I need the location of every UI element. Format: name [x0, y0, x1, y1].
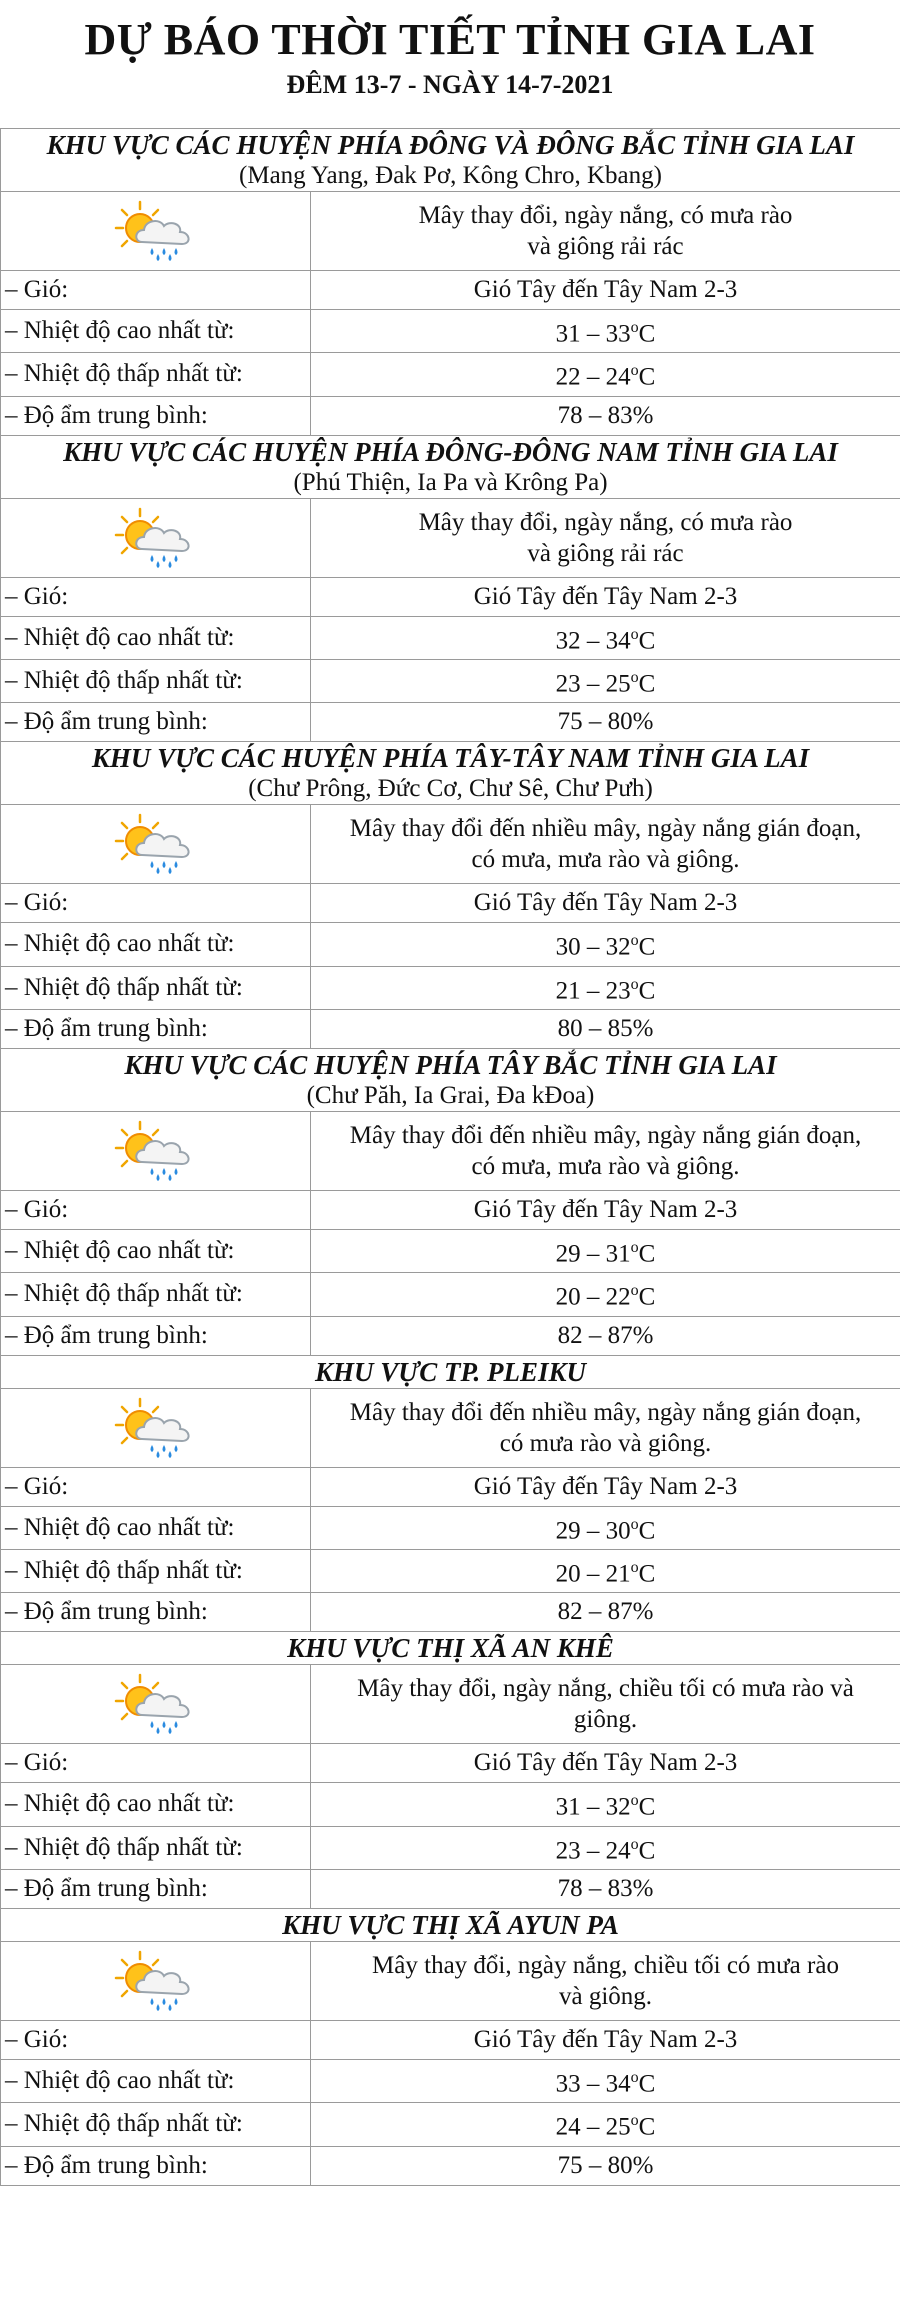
min-temp-row — [1, 1273, 900, 1316]
max-temp-row — [1, 923, 900, 966]
min-temp-range: 21 – 23 — [555, 976, 631, 1004]
max-temp-row — [1, 1506, 900, 1549]
degree-mark: o — [630, 1515, 639, 1533]
max-temp-label: – Nhiệt độ cao nhất từ: — [1, 310, 311, 353]
max-temp-row — [1, 616, 900, 659]
min-temp-range: 20 – 21 — [555, 1560, 631, 1588]
max-temp-row — [1, 2059, 900, 2102]
condition-line-1: Mây thay đổi, ngày nắng, có mưa rào — [418, 508, 793, 536]
max-temp-row — [1, 310, 900, 353]
humidity-label: – Độ ẩm trung bình: — [1, 1593, 311, 1632]
condition-line-2: giông. — [573, 1706, 638, 1734]
min-temp-label: – Nhiệt độ thấp nhất từ: — [1, 353, 311, 396]
min-temp-range: 20 – 22 — [555, 1283, 631, 1311]
temp-unit: C — [638, 320, 656, 348]
condition-line-2: có mưa, mưa rào và giông. — [471, 846, 740, 874]
humidity-row — [1, 1316, 900, 1355]
condition-line-2: và giông. — [558, 1982, 653, 2010]
degree-mark: o — [630, 2068, 639, 2086]
humidity-row — [1, 1009, 900, 1048]
humidity-row — [1, 1593, 900, 1632]
region-districts: (Chư Păh, Ia Grai, Đa kĐoa) — [306, 1081, 595, 1109]
condition-description — [311, 805, 900, 884]
humidity-value: 75 – 80% — [311, 703, 900, 742]
wind-label: – Gió: — [1, 271, 311, 310]
condition-description — [311, 1111, 900, 1190]
humidity-label: – Độ ẩm trung bình: — [1, 1009, 311, 1048]
max-temp-label: – Nhiệt độ cao nhất từ: — [1, 923, 311, 966]
max-temp-row — [1, 1229, 900, 1272]
max-temp-label: – Nhiệt độ cao nhất từ: — [1, 1783, 311, 1826]
condition-description — [311, 192, 900, 271]
temp-unit: C — [638, 670, 656, 698]
condition-line-1: Mây thay đổi đến nhiều mây, ngày nắng gián đoạn, — [349, 815, 862, 843]
min-temp-range: 24 – 25 — [555, 2113, 631, 2141]
min-temp-row — [1, 1826, 900, 1869]
weather-icon-cell — [1, 192, 311, 271]
wind-row — [1, 1744, 900, 1783]
degree-mark: o — [630, 625, 639, 643]
condition-line-1: Mây thay đổi, ngày nắng, có mưa rào — [418, 202, 793, 229]
region-districts: (Phú Thiện, Ia Pa và Krông Pa) — [293, 468, 608, 496]
temp-unit: C — [638, 1836, 656, 1864]
temp-unit: C — [638, 1560, 656, 1588]
max-temp-label: – Nhiệt độ cao nhất từ: — [1, 616, 311, 659]
condition-line-1: Mây thay đổi, ngày nắng, chiều tối có mưa rào và — [357, 1675, 854, 1703]
region-header-row — [1, 1355, 900, 1388]
region-name: KHU VỰC THỊ XÃ AN KHÊ — [287, 1633, 614, 1664]
max-temp-row — [1, 1783, 900, 1826]
condition-row — [1, 1665, 900, 1744]
region-header — [1, 129, 900, 192]
region-header-row — [1, 1632, 900, 1665]
region-header-row — [1, 129, 900, 192]
min-temp-value — [311, 966, 900, 1009]
temp-unit: C — [638, 363, 656, 391]
condition-line-2: có mưa rào và giông. — [499, 1429, 712, 1457]
temp-unit: C — [638, 1240, 656, 1268]
humidity-label: – Độ ẩm trung bình: — [1, 1869, 311, 1908]
wind-value: Gió Tây đến Tây Nam 2-3 — [311, 1190, 900, 1229]
max-temp-range: 32 – 34 — [555, 626, 631, 654]
degree-mark: o — [630, 975, 639, 993]
degree-mark: o — [630, 1282, 639, 1300]
condition-description — [311, 1665, 900, 1744]
wind-label: – Gió: — [1, 1190, 311, 1229]
region-header — [1, 1632, 900, 1665]
region-name: KHU VỰC THỊ XÃ AYUN PA — [282, 1909, 619, 1940]
humidity-label: – Độ ẩm trung bình: — [1, 396, 311, 435]
forecast-table — [0, 128, 900, 2186]
sun-behind-rain-cloud-icon — [114, 200, 198, 262]
condition-description — [311, 498, 900, 577]
degree-mark: o — [630, 362, 639, 380]
condition-row — [1, 1111, 900, 1190]
humidity-row — [1, 2146, 900, 2185]
wind-row — [1, 1190, 900, 1229]
max-temp-label: – Nhiệt độ cao nhất từ: — [1, 1229, 311, 1272]
humidity-label: – Độ ẩm trung bình: — [1, 2146, 311, 2185]
humidity-label: – Độ ẩm trung bình: — [1, 1316, 311, 1355]
wind-label: – Gió: — [1, 2020, 311, 2059]
condition-row — [1, 498, 900, 577]
region-header — [1, 1355, 900, 1388]
degree-mark: o — [630, 1792, 639, 1810]
condition-row — [1, 1388, 900, 1467]
sun-behind-rain-cloud-icon — [114, 1950, 198, 2012]
weather-icon-cell — [1, 1665, 311, 1744]
sun-behind-rain-cloud-icon — [114, 1397, 198, 1459]
region-header — [1, 1908, 900, 1941]
min-temp-row — [1, 2103, 900, 2146]
temp-unit: C — [638, 2113, 656, 2141]
max-temp-range: 31 – 32 — [555, 1793, 631, 1821]
wind-row — [1, 884, 900, 923]
min-temp-label: – Nhiệt độ thấp nhất từ: — [1, 1549, 311, 1592]
page-subtitle: ĐÊM 13-7 - NGÀY 14-7-2021 — [286, 70, 614, 99]
wind-value: Gió Tây đến Tây Nam 2-3 — [311, 1467, 900, 1506]
min-temp-value — [311, 659, 900, 702]
region-name: KHU VỰC CÁC HUYỆN PHÍA TÂY BẮC TỈNH GIA LAI — [124, 1049, 777, 1080]
humidity-value: 75 – 80% — [311, 2146, 900, 2185]
sun-behind-rain-cloud-icon — [114, 1673, 198, 1735]
condition-row — [1, 1941, 900, 2020]
temp-unit: C — [638, 626, 656, 654]
max-temp-label: – Nhiệt độ cao nhất từ: — [1, 2059, 311, 2102]
condition-line-1: Mây thay đổi, ngày nắng, chiều tối có mưa rào — [372, 1951, 839, 1979]
min-temp-value — [311, 1549, 900, 1592]
humidity-value: 82 – 87% — [311, 1316, 900, 1355]
region-name: KHU VỰC CÁC HUYỆN PHÍA TÂY-TÂY NAM TỈNH GIA LAI — [91, 743, 810, 774]
min-temp-row — [1, 966, 900, 1009]
max-temp-range: 29 – 31 — [555, 1240, 631, 1268]
humidity-value: 80 – 85% — [311, 1009, 900, 1048]
region-header — [1, 742, 900, 805]
degree-mark: o — [630, 1238, 639, 1256]
region-header-row — [1, 1908, 900, 1941]
condition-row — [1, 805, 900, 884]
condition-line-2: và giông rải rác — [527, 233, 684, 260]
wind-value: Gió Tây đến Tây Nam 2-3 — [311, 271, 900, 310]
max-temp-value — [311, 923, 900, 966]
weather-icon-cell — [1, 805, 311, 884]
min-temp-row — [1, 659, 900, 702]
wind-value: Gió Tây đến Tây Nam 2-3 — [311, 1744, 900, 1783]
min-temp-row — [1, 353, 900, 396]
sun-behind-rain-cloud-icon — [114, 507, 198, 569]
region-header-row — [1, 1048, 900, 1111]
condition-row — [1, 192, 900, 271]
max-temp-value — [311, 616, 900, 659]
temp-unit: C — [638, 1793, 656, 1821]
humidity-row — [1, 1869, 900, 1908]
humidity-row — [1, 396, 900, 435]
wind-value: Gió Tây đến Tây Nam 2-3 — [311, 577, 900, 616]
max-temp-range: 29 – 30 — [555, 1516, 631, 1544]
condition-line-1: Mây thay đổi đến nhiều mây, ngày nắng gián đoạn, — [349, 1398, 862, 1426]
region-header-row — [1, 742, 900, 805]
wind-value: Gió Tây đến Tây Nam 2-3 — [311, 884, 900, 923]
max-temp-range: 31 – 33 — [555, 320, 631, 348]
min-temp-range: 23 – 24 — [555, 1836, 631, 1864]
region-name: KHU VỰC CÁC HUYỆN PHÍA ĐÔNG VÀ ĐÔNG BẮC TỈNH GIA LAI — [46, 130, 855, 160]
region-districts: (Mang Yang, Đak Pơ, Kông Chro, Kbang) — [239, 162, 662, 189]
page-title: DỰ BÁO THỜI TIẾT TỈNH GIA LAI — [84, 15, 816, 64]
weather-icon-cell — [1, 1941, 311, 2020]
wind-label: – Gió: — [1, 577, 311, 616]
weather-icon-cell — [1, 1388, 311, 1467]
humidity-label: – Độ ẩm trung bình: — [1, 703, 311, 742]
min-temp-value — [311, 1273, 900, 1316]
region-header — [1, 1048, 900, 1111]
min-temp-value — [311, 1826, 900, 1869]
degree-mark: o — [630, 1558, 639, 1576]
min-temp-label: – Nhiệt độ thấp nhất từ: — [1, 966, 311, 1009]
wind-label: – Gió: — [1, 1467, 311, 1506]
condition-description — [311, 1941, 900, 2020]
degree-mark: o — [630, 2112, 639, 2130]
max-temp-value — [311, 1229, 900, 1272]
region-name: KHU VỰC CÁC HUYỆN PHÍA ĐÔNG-ĐÔNG NAM TỈNH GIA LAI — [63, 436, 838, 467]
max-temp-value — [311, 1783, 900, 1826]
degree-mark: o — [630, 1835, 639, 1853]
min-temp-label: – Nhiệt độ thấp nhất từ: — [1, 2103, 311, 2146]
wind-label: – Gió: — [1, 1744, 311, 1783]
max-temp-label: – Nhiệt độ cao nhất từ: — [1, 1506, 311, 1549]
max-temp-value — [311, 1506, 900, 1549]
sun-behind-rain-cloud-icon — [114, 813, 198, 875]
condition-description — [311, 1388, 900, 1467]
max-temp-value — [311, 2059, 900, 2102]
wind-label: – Gió: — [1, 884, 311, 923]
condition-line-2: và giông rải rác — [527, 539, 684, 567]
humidity-row — [1, 703, 900, 742]
temp-unit: C — [638, 2070, 656, 2098]
temp-unit: C — [638, 933, 656, 961]
min-temp-value — [311, 2103, 900, 2146]
temp-unit: C — [638, 1516, 656, 1544]
sun-behind-rain-cloud-icon — [114, 1120, 198, 1182]
max-temp-value — [311, 310, 900, 353]
region-districts: (Chư Prông, Đức Cơ, Chư Sê, Chư Pưh) — [248, 775, 653, 803]
temp-unit: C — [638, 1283, 656, 1311]
wind-row — [1, 2020, 900, 2059]
wind-value: Gió Tây đến Tây Nam 2-3 — [311, 2020, 900, 2059]
min-temp-label: – Nhiệt độ thấp nhất từ: — [1, 1826, 311, 1869]
degree-mark: o — [630, 668, 639, 686]
degree-mark: o — [630, 319, 639, 336]
humidity-value: 78 – 83% — [311, 1869, 900, 1908]
min-temp-range: 22 – 24 — [555, 363, 631, 391]
weather-icon-cell — [1, 1111, 311, 1190]
min-temp-range: 23 – 25 — [555, 670, 631, 698]
min-temp-label: – Nhiệt độ thấp nhất từ: — [1, 659, 311, 702]
min-temp-label: – Nhiệt độ thấp nhất từ: — [1, 1273, 311, 1316]
wind-row — [1, 1467, 900, 1506]
region-header-row — [1, 435, 900, 498]
degree-mark: o — [630, 932, 639, 950]
condition-line-2: có mưa, mưa rào và giông. — [471, 1152, 740, 1180]
humidity-value: 82 – 87% — [311, 1593, 900, 1632]
wind-row — [1, 577, 900, 616]
wind-row — [1, 271, 900, 310]
max-temp-range: 33 – 34 — [555, 2070, 631, 2098]
min-temp-value — [311, 353, 900, 396]
max-temp-range: 30 – 32 — [555, 933, 631, 961]
region-header — [1, 435, 900, 498]
temp-unit: C — [638, 976, 656, 1004]
weather-icon-cell — [1, 498, 311, 577]
region-name: KHU VỰC TP. PLEIKU — [315, 1356, 586, 1387]
min-temp-row — [1, 1549, 900, 1592]
humidity-value: 78 – 83% — [311, 396, 900, 435]
condition-line-1: Mây thay đổi đến nhiều mây, ngày nắng gián đoạn, — [349, 1121, 862, 1149]
